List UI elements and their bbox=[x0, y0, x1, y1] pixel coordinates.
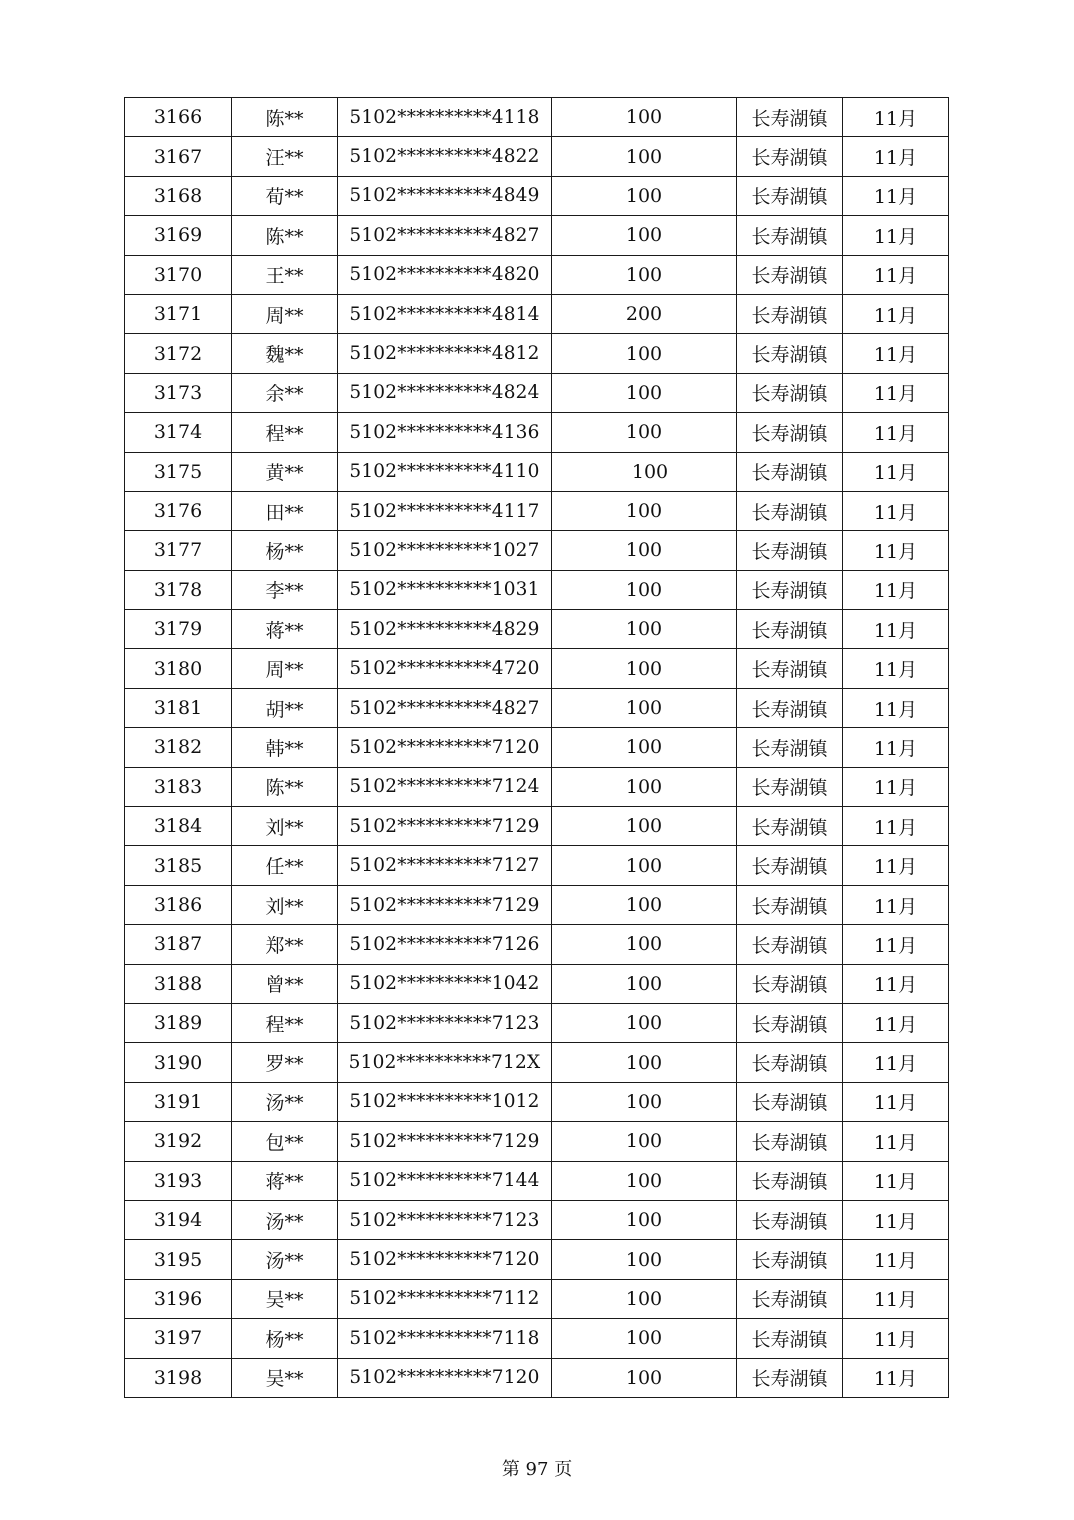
row-number-cell: 3197 bbox=[125, 1319, 232, 1358]
month-cell: 11月 bbox=[843, 846, 949, 885]
id-number-cell: 5102**********4827 bbox=[338, 216, 552, 255]
month-cell: 11月 bbox=[843, 294, 949, 333]
name-cell: 李** bbox=[232, 570, 338, 609]
month-cell: 11月 bbox=[843, 925, 949, 964]
town-cell: 长寿湖镇 bbox=[737, 964, 843, 1003]
id-number-cell: 5102**********1042 bbox=[338, 964, 552, 1003]
amount-cell: 100 bbox=[552, 334, 737, 373]
amount-cell: 100 bbox=[552, 1240, 737, 1279]
town-cell: 长寿湖镇 bbox=[737, 1240, 843, 1279]
records-body bbox=[125, 98, 949, 1398]
row-number-cell: 3171 bbox=[125, 294, 232, 333]
id-number-cell: 5102**********7126 bbox=[338, 925, 552, 964]
id-number-cell: 5102**********4849 bbox=[338, 176, 552, 215]
amount-cell: 100 bbox=[552, 649, 737, 688]
table-row bbox=[125, 334, 949, 373]
row-number-cell: 3173 bbox=[125, 373, 232, 412]
table-row bbox=[125, 137, 949, 176]
id-number-cell: 5102**********4820 bbox=[338, 255, 552, 294]
id-number-cell: 5102**********4812 bbox=[338, 334, 552, 373]
amount-cell: 100 bbox=[552, 688, 737, 727]
table-row bbox=[125, 846, 949, 885]
row-number-cell: 3195 bbox=[125, 1240, 232, 1279]
town-cell: 长寿湖镇 bbox=[737, 491, 843, 530]
town-cell: 长寿湖镇 bbox=[737, 176, 843, 215]
town-cell: 长寿湖镇 bbox=[737, 531, 843, 570]
month-cell: 11月 bbox=[843, 334, 949, 373]
table-row bbox=[125, 373, 949, 412]
table-row bbox=[125, 767, 949, 806]
row-number-cell: 3178 bbox=[125, 570, 232, 609]
name-cell: 陈** bbox=[232, 767, 338, 806]
town-cell: 长寿湖镇 bbox=[737, 1122, 843, 1161]
month-cell: 11月 bbox=[843, 1200, 949, 1239]
name-cell: 田** bbox=[232, 491, 338, 530]
amount-cell: 100 bbox=[552, 767, 737, 806]
town-cell: 长寿湖镇 bbox=[737, 1319, 843, 1358]
amount-cell: 100 bbox=[552, 610, 737, 649]
town-cell: 长寿湖镇 bbox=[737, 294, 843, 333]
row-number-cell: 3169 bbox=[125, 216, 232, 255]
name-cell: 程** bbox=[232, 1003, 338, 1042]
table-row bbox=[125, 1279, 949, 1318]
month-cell: 11月 bbox=[843, 610, 949, 649]
row-number-cell: 3196 bbox=[125, 1279, 232, 1318]
town-cell: 长寿湖镇 bbox=[737, 216, 843, 255]
table-row bbox=[125, 570, 949, 609]
name-cell: 郑** bbox=[232, 925, 338, 964]
amount-cell: 100 bbox=[552, 1161, 737, 1200]
id-number-cell: 5102**********4118 bbox=[338, 98, 552, 137]
amount-cell: 100 bbox=[552, 807, 737, 846]
row-number-cell: 3193 bbox=[125, 1161, 232, 1200]
table-row bbox=[125, 1003, 949, 1042]
id-number-cell: 5102**********4829 bbox=[338, 610, 552, 649]
town-cell: 长寿湖镇 bbox=[737, 570, 843, 609]
row-number-cell: 3188 bbox=[125, 964, 232, 1003]
town-cell: 长寿湖镇 bbox=[737, 1003, 843, 1042]
table-row bbox=[125, 413, 949, 452]
id-number-cell: 5102**********7120 bbox=[338, 1240, 552, 1279]
amount-cell: 100 bbox=[552, 1279, 737, 1318]
town-cell: 长寿湖镇 bbox=[737, 1200, 843, 1239]
row-number-cell: 3189 bbox=[125, 1003, 232, 1042]
month-cell: 11月 bbox=[843, 216, 949, 255]
table-row bbox=[125, 1122, 949, 1161]
table-row bbox=[125, 294, 949, 333]
month-cell: 11月 bbox=[843, 728, 949, 767]
town-cell: 长寿湖镇 bbox=[737, 688, 843, 727]
town-cell: 长寿湖镇 bbox=[737, 767, 843, 806]
name-cell: 汤** bbox=[232, 1082, 338, 1121]
amount-cell: 100 bbox=[552, 413, 737, 452]
name-cell: 刘** bbox=[232, 807, 338, 846]
page-label-prefix: 第 bbox=[501, 1459, 520, 1480]
town-cell: 长寿湖镇 bbox=[737, 98, 843, 137]
amount-cell: 100 bbox=[552, 728, 737, 767]
row-number-cell: 3166 bbox=[125, 98, 232, 137]
month-cell: 11月 bbox=[843, 1358, 949, 1397]
month-cell: 11月 bbox=[843, 1161, 949, 1200]
name-cell: 魏** bbox=[232, 334, 338, 373]
row-number-cell: 3192 bbox=[125, 1122, 232, 1161]
town-cell: 长寿湖镇 bbox=[737, 1358, 843, 1397]
amount-cell: 100 bbox=[552, 1319, 737, 1358]
id-number-cell: 5102**********7129 bbox=[338, 807, 552, 846]
table-row bbox=[125, 98, 949, 137]
town-cell: 长寿湖镇 bbox=[737, 1279, 843, 1318]
name-cell: 王** bbox=[232, 255, 338, 294]
name-cell: 曾** bbox=[232, 964, 338, 1003]
row-number-cell: 3182 bbox=[125, 728, 232, 767]
month-cell: 11月 bbox=[843, 767, 949, 806]
town-cell: 长寿湖镇 bbox=[737, 334, 843, 373]
row-number-cell: 3172 bbox=[125, 334, 232, 373]
name-cell: 周** bbox=[232, 649, 338, 688]
amount-cell: 100 bbox=[552, 176, 737, 215]
amount-cell: 100 bbox=[552, 1043, 737, 1082]
id-number-cell: 5102**********7120 bbox=[338, 728, 552, 767]
table-row bbox=[125, 452, 949, 491]
table-row bbox=[125, 176, 949, 215]
name-cell: 任** bbox=[232, 846, 338, 885]
row-number-cell: 3181 bbox=[125, 688, 232, 727]
amount-cell: 100 bbox=[552, 964, 737, 1003]
id-number-cell: 5102**********7129 bbox=[338, 885, 552, 924]
name-cell: 胡** bbox=[232, 688, 338, 727]
town-cell: 长寿湖镇 bbox=[737, 1161, 843, 1200]
name-cell: 杨** bbox=[232, 1319, 338, 1358]
month-cell: 11月 bbox=[843, 531, 949, 570]
table-row bbox=[125, 1319, 949, 1358]
month-cell: 11月 bbox=[843, 373, 949, 412]
name-cell: 蒋** bbox=[232, 1161, 338, 1200]
id-number-cell: 5102**********7124 bbox=[338, 767, 552, 806]
month-cell: 11月 bbox=[843, 807, 949, 846]
name-cell: 荀** bbox=[232, 176, 338, 215]
amount-cell: 100 bbox=[552, 491, 737, 530]
amount-cell: 100 bbox=[552, 1122, 737, 1161]
name-cell: 汪** bbox=[232, 137, 338, 176]
table-row bbox=[125, 688, 949, 727]
table-row bbox=[125, 255, 949, 294]
row-number-cell: 3185 bbox=[125, 846, 232, 885]
id-number-cell: 5102**********4110 bbox=[338, 452, 552, 491]
amount-cell: 100 bbox=[552, 98, 737, 137]
id-number-cell: 5102**********7118 bbox=[338, 1319, 552, 1358]
amount-cell: 100 bbox=[552, 216, 737, 255]
table-row bbox=[125, 531, 949, 570]
id-number-cell: 5102**********4822 bbox=[338, 137, 552, 176]
month-cell: 11月 bbox=[843, 137, 949, 176]
row-number-cell: 3187 bbox=[125, 925, 232, 964]
page-footer bbox=[0, 1455, 1074, 1481]
row-number-cell: 3184 bbox=[125, 807, 232, 846]
amount-cell: 100 bbox=[552, 1003, 737, 1042]
amount-cell: 100 bbox=[552, 373, 737, 412]
row-number-cell: 3191 bbox=[125, 1082, 232, 1121]
table-row bbox=[125, 610, 949, 649]
id-number-cell: 5102**********7129 bbox=[338, 1122, 552, 1161]
name-cell: 陈** bbox=[232, 98, 338, 137]
town-cell: 长寿湖镇 bbox=[737, 255, 843, 294]
table-row bbox=[125, 491, 949, 530]
name-cell: 吴** bbox=[232, 1279, 338, 1318]
town-cell: 长寿湖镇 bbox=[737, 925, 843, 964]
row-number-cell: 3175 bbox=[125, 452, 232, 491]
month-cell: 11月 bbox=[843, 1003, 949, 1042]
table-row bbox=[125, 1240, 949, 1279]
table-row bbox=[125, 925, 949, 964]
row-number-cell: 3183 bbox=[125, 767, 232, 806]
month-cell: 11月 bbox=[843, 491, 949, 530]
month-cell: 11月 bbox=[843, 885, 949, 924]
row-number-cell: 3190 bbox=[125, 1043, 232, 1082]
table-row bbox=[125, 807, 949, 846]
amount-cell: 200 bbox=[552, 294, 737, 333]
name-cell: 黄** bbox=[232, 452, 338, 491]
row-number-cell: 3179 bbox=[125, 610, 232, 649]
town-cell: 长寿湖镇 bbox=[737, 413, 843, 452]
name-cell: 刘** bbox=[232, 885, 338, 924]
name-cell: 韩** bbox=[232, 728, 338, 767]
month-cell: 11月 bbox=[843, 688, 949, 727]
id-number-cell: 5102**********4824 bbox=[338, 373, 552, 412]
row-number-cell: 3198 bbox=[125, 1358, 232, 1397]
id-number-cell: 5102**********7127 bbox=[338, 846, 552, 885]
month-cell: 11月 bbox=[843, 1240, 949, 1279]
amount-cell: 100 bbox=[552, 846, 737, 885]
town-cell: 长寿湖镇 bbox=[737, 137, 843, 176]
town-cell: 长寿湖镇 bbox=[737, 1082, 843, 1121]
row-number-cell: 3194 bbox=[125, 1200, 232, 1239]
name-cell: 程** bbox=[232, 413, 338, 452]
town-cell: 长寿湖镇 bbox=[737, 846, 843, 885]
id-number-cell: 5102**********1031 bbox=[338, 570, 552, 609]
month-cell: 11月 bbox=[843, 1082, 949, 1121]
row-number-cell: 3176 bbox=[125, 491, 232, 530]
table-row bbox=[125, 885, 949, 924]
name-cell: 陈** bbox=[232, 216, 338, 255]
id-number-cell: 5102**********4136 bbox=[338, 413, 552, 452]
month-cell: 11月 bbox=[843, 98, 949, 137]
month-cell: 11月 bbox=[843, 570, 949, 609]
table-row bbox=[125, 1161, 949, 1200]
name-cell: 吴** bbox=[232, 1358, 338, 1397]
month-cell: 11月 bbox=[843, 452, 949, 491]
row-number-cell: 3168 bbox=[125, 176, 232, 215]
row-number-cell: 3170 bbox=[125, 255, 232, 294]
table-row bbox=[125, 1200, 949, 1239]
month-cell: 11月 bbox=[843, 964, 949, 1003]
row-number-cell: 3177 bbox=[125, 531, 232, 570]
id-number-cell: 5102**********4814 bbox=[338, 294, 552, 333]
name-cell: 余** bbox=[232, 373, 338, 412]
amount-cell: 100 bbox=[552, 1082, 737, 1121]
month-cell: 11月 bbox=[843, 1279, 949, 1318]
amount-cell: 100 bbox=[552, 255, 737, 294]
row-number-cell: 3174 bbox=[125, 413, 232, 452]
id-number-cell: 5102**********7123 bbox=[338, 1200, 552, 1239]
table-row bbox=[125, 728, 949, 767]
id-number-cell: 5102**********7144 bbox=[338, 1161, 552, 1200]
id-number-cell: 5102**********1027 bbox=[338, 531, 552, 570]
id-number-cell: 5102**********712X bbox=[338, 1043, 552, 1082]
amount-cell: 100 bbox=[552, 531, 737, 570]
id-number-cell: 5102**********7120 bbox=[338, 1358, 552, 1397]
page-number: 97 bbox=[525, 1459, 549, 1480]
amount-cell: 100 bbox=[552, 885, 737, 924]
name-cell: 蒋** bbox=[232, 610, 338, 649]
month-cell: 11月 bbox=[843, 413, 949, 452]
town-cell: 长寿湖镇 bbox=[737, 1043, 843, 1082]
name-cell: 包** bbox=[232, 1122, 338, 1161]
page-label-suffix: 页 bbox=[554, 1459, 573, 1480]
amount-cell: 100 bbox=[552, 925, 737, 964]
name-cell: 罗** bbox=[232, 1043, 338, 1082]
town-cell: 长寿湖镇 bbox=[737, 728, 843, 767]
name-cell: 周** bbox=[232, 294, 338, 333]
table-row bbox=[125, 216, 949, 255]
table-row bbox=[125, 1043, 949, 1082]
town-cell: 长寿湖镇 bbox=[737, 807, 843, 846]
table-row bbox=[125, 1082, 949, 1121]
town-cell: 长寿湖镇 bbox=[737, 452, 843, 491]
amount-cell: 100 bbox=[552, 1358, 737, 1397]
month-cell: 11月 bbox=[843, 176, 949, 215]
id-number-cell: 5102**********7123 bbox=[338, 1003, 552, 1042]
town-cell: 长寿湖镇 bbox=[737, 373, 843, 412]
town-cell: 长寿湖镇 bbox=[737, 649, 843, 688]
table-row bbox=[125, 964, 949, 1003]
month-cell: 11月 bbox=[843, 1319, 949, 1358]
name-cell: 汤** bbox=[232, 1200, 338, 1239]
id-number-cell: 5102**********4720 bbox=[338, 649, 552, 688]
month-cell: 11月 bbox=[843, 1043, 949, 1082]
row-number-cell: 3167 bbox=[125, 137, 232, 176]
table-row bbox=[125, 1358, 949, 1397]
row-number-cell: 3186 bbox=[125, 885, 232, 924]
amount-cell: 100 bbox=[552, 452, 737, 491]
records-table bbox=[124, 97, 949, 1398]
month-cell: 11月 bbox=[843, 649, 949, 688]
month-cell: 11月 bbox=[843, 255, 949, 294]
town-cell: 长寿湖镇 bbox=[737, 885, 843, 924]
amount-cell: 100 bbox=[552, 570, 737, 609]
town-cell: 长寿湖镇 bbox=[737, 610, 843, 649]
id-number-cell: 5102**********1012 bbox=[338, 1082, 552, 1121]
month-cell: 11月 bbox=[843, 1122, 949, 1161]
name-cell: 杨** bbox=[232, 531, 338, 570]
name-cell: 汤** bbox=[232, 1240, 338, 1279]
amount-cell: 100 bbox=[552, 1200, 737, 1239]
table-row bbox=[125, 649, 949, 688]
id-number-cell: 5102**********4117 bbox=[338, 491, 552, 530]
id-number-cell: 5102**********7112 bbox=[338, 1279, 552, 1318]
amount-cell: 100 bbox=[552, 137, 737, 176]
row-number-cell: 3180 bbox=[125, 649, 232, 688]
id-number-cell: 5102**********4827 bbox=[338, 688, 552, 727]
